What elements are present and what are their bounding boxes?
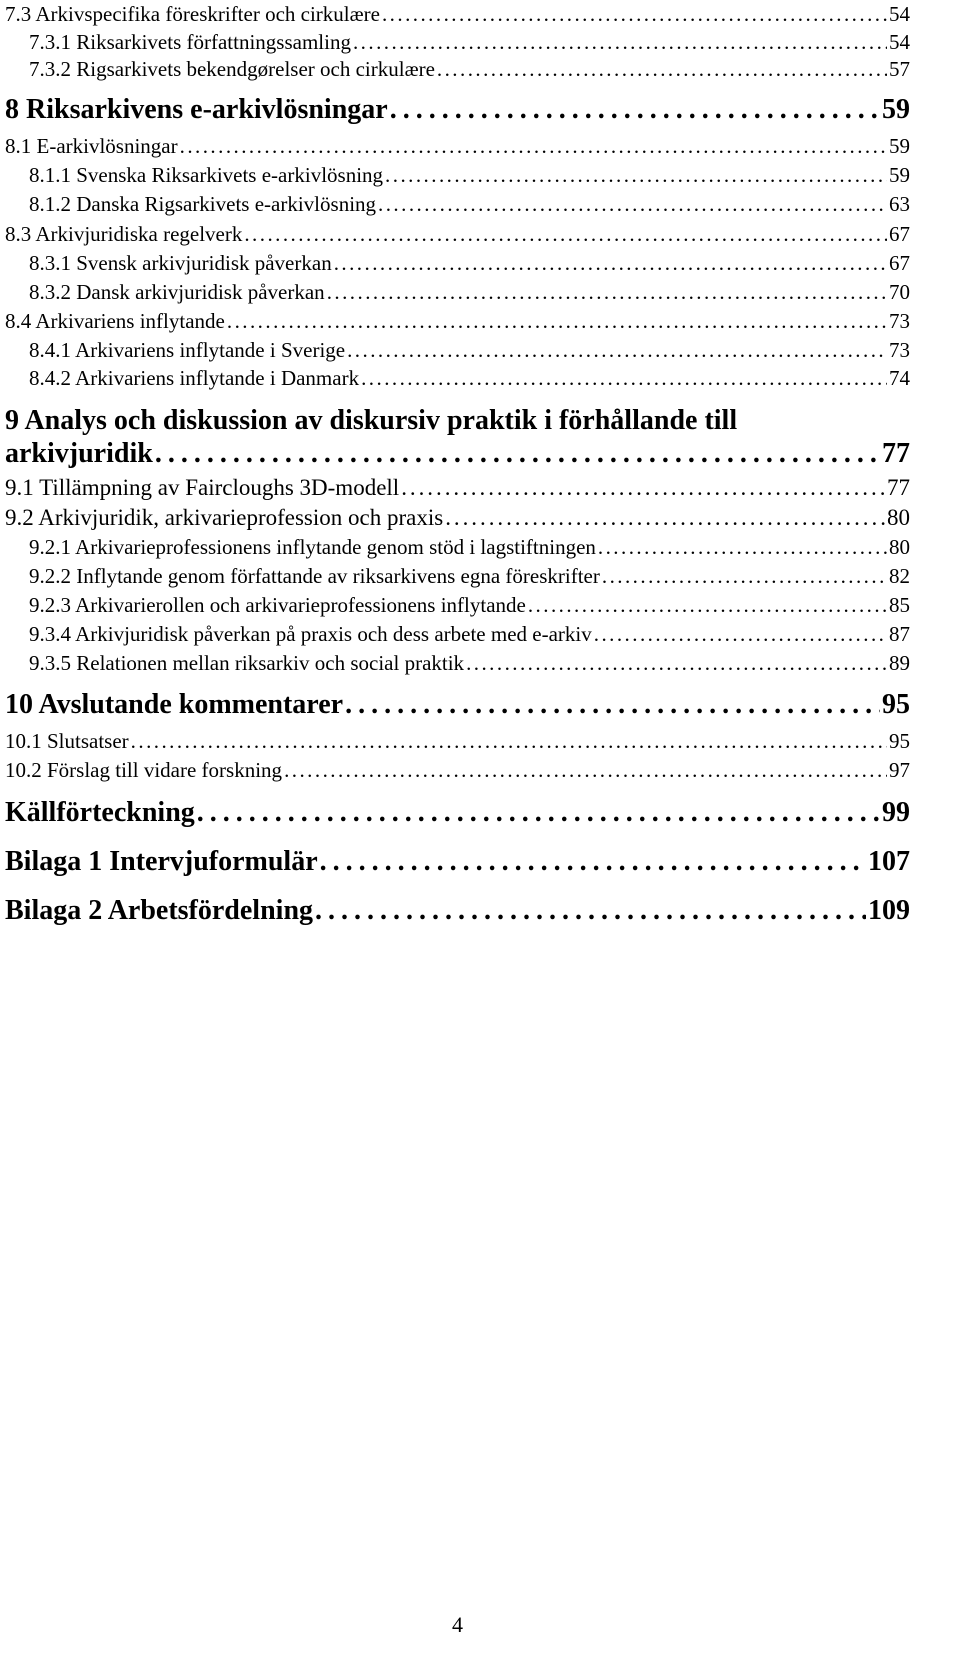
toc-page-number: 95: [889, 729, 910, 753]
toc-entry[interactable]: [5, 57, 910, 82]
dot-leader: [244, 222, 887, 247]
toc-entry-label: Källförteckning: [5, 797, 195, 828]
dot-leader: [598, 535, 887, 560]
toc-entry[interactable]: [5, 505, 910, 531]
dot-leader: [382, 2, 887, 27]
toc-entry[interactable]: [5, 309, 910, 334]
toc-page-number: 80: [887, 505, 910, 530]
toc-page-number: 80: [889, 535, 910, 559]
toc-entry[interactable]: [5, 475, 910, 501]
toc-entry[interactable]: [5, 2, 910, 27]
toc-page-number: 89: [889, 651, 910, 675]
toc-entry[interactable]: [5, 134, 910, 159]
toc-entry[interactable]: [5, 192, 910, 217]
toc-entry[interactable]: [5, 622, 910, 647]
toc-page-number: 95: [882, 689, 910, 720]
toc-page-number: 99: [882, 797, 910, 828]
dot-leader: [197, 797, 880, 829]
toc-entry-label: 7.3.2 Rigsarkivets bekendgørelser och cirkulære: [29, 57, 435, 81]
toc-page-number: 87: [889, 622, 910, 646]
toc-page-number: 54: [889, 30, 910, 54]
toc-entry-label: arkivjuridik: [5, 438, 153, 469]
toc-page-number: 107: [868, 846, 910, 877]
toc-entry[interactable]: [5, 30, 910, 55]
toc-entry-label: 10.1 Slutsatser: [5, 729, 129, 753]
toc-entry[interactable]: [5, 729, 910, 754]
dot-leader: [390, 94, 880, 126]
dot-leader: [345, 689, 880, 721]
toc-entry-label: 8.3.2 Dansk arkivjuridisk påverkan: [29, 280, 325, 304]
toc-entry-label: 7.3.1 Riksarkivets författningssamling: [29, 30, 351, 54]
toc-page-number: 57: [889, 57, 910, 81]
toc-entry-label: 8.1.1 Svenska Riksarkivets e-arkivlösning: [29, 163, 384, 187]
dot-leader: [437, 57, 887, 82]
toc-entry-label: 8.1.2 Danska Rigsarkivets e-arkivlösning: [29, 192, 377, 216]
toc-page-number: 97: [889, 758, 910, 782]
dot-leader: [320, 846, 866, 878]
toc-entry-label: 9.1 Tillämpning av Faircloughs 3D-modell: [5, 475, 400, 500]
toc-entry-label: 9.2.1 Arkivarieprofessionens inflytande genom stöd i lagstiftningen: [29, 535, 596, 559]
dot-leader: [353, 30, 887, 55]
toc-chapter-entry[interactable]: [5, 797, 910, 829]
dot-leader: [334, 251, 887, 276]
toc-entry-label: 8.4 Arkivariens inflytande: [5, 309, 225, 333]
dot-leader: [284, 758, 887, 783]
toc-page-number: 67: [889, 222, 910, 246]
toc-entry-label: Bilaga 2 Arbetsfördelning: [5, 895, 314, 926]
dot-leader: [227, 309, 887, 334]
toc-entry[interactable]: [5, 163, 910, 188]
toc-entry-label: 9.2 Arkivjuridik, arkivarieprofession och praxis: [5, 505, 444, 530]
toc-entry-label: 9.3.4 Arkivjuridisk påverkan på praxis och dess arbete med e-arkiv: [29, 622, 592, 646]
toc-entry-label: 7.3 Arkivspecifika föreskrifter och cirkulære: [5, 2, 380, 26]
toc-page-number: 67: [889, 251, 910, 275]
toc-page-number: 59: [889, 134, 910, 158]
toc-page-number: 59: [882, 94, 910, 125]
toc-entry-label: 10.2 Förslag till vidare forskning: [5, 758, 283, 782]
dot-leader: [378, 192, 887, 217]
toc-entry[interactable]: [5, 280, 910, 305]
toc-entry[interactable]: [5, 758, 910, 783]
toc-chapter-entry[interactable]: [5, 438, 910, 470]
toc-entry-label: 9.2.2 Inflytande genom författande av riksarkivens egna föreskrifter: [29, 564, 600, 588]
toc-entry[interactable]: [5, 251, 910, 276]
dot-leader: [385, 163, 887, 188]
toc-entry-label: 8.3.1 Svensk arkivjuridisk påverkan: [29, 251, 332, 275]
toc-entry[interactable]: [5, 535, 910, 560]
toc-entry[interactable]: [5, 222, 910, 247]
toc-page-number: 59: [889, 163, 910, 187]
toc-entry-label: 8.3 Arkivjuridiska regelverk: [5, 222, 243, 246]
page-number-footer: 4: [452, 1612, 463, 1637]
toc-entry-label: 8.4.2 Arkivariens inflytande i Danmark: [29, 366, 360, 390]
toc-entry[interactable]: [5, 651, 910, 676]
toc-entry-label: 8.4.1 Arkivariens inflytande i Sverige: [29, 338, 346, 362]
toc-page-number: 54: [889, 2, 910, 26]
toc-entry-label: 8.1 E-arkivlösningar: [5, 134, 178, 158]
dot-leader: [180, 134, 887, 159]
toc-page-number: 70: [889, 280, 910, 304]
dot-leader: [594, 622, 887, 647]
toc-page-number: 85: [889, 593, 910, 617]
dot-leader: [602, 564, 887, 589]
dot-leader: [347, 338, 887, 363]
toc-page-number: 63: [889, 192, 910, 216]
toc-entry-label: 8 Riksarkivens e-arkivlösningar: [5, 94, 388, 125]
toc-page-number: 82: [889, 564, 910, 588]
dot-leader: [401, 475, 885, 501]
dot-leader: [445, 505, 885, 531]
toc-page-number: 77: [882, 438, 910, 469]
toc-chapter-entry[interactable]: [5, 846, 910, 878]
dot-leader: [466, 651, 887, 676]
toc-page-number: 109: [868, 895, 910, 926]
toc-page-number: 77: [887, 475, 910, 500]
toc-entry[interactable]: [5, 338, 910, 363]
toc-entry-label: 9.2.3 Arkivarierollen och arkivarieprofessionens inflytande: [29, 593, 526, 617]
dot-leader: [327, 280, 887, 305]
toc-entry[interactable]: [5, 564, 910, 589]
dot-leader: [155, 438, 880, 470]
toc-page: [5, 0, 910, 1653]
toc-chapter-heading-line[interactable]: 9 Analys och diskussion av diskursiv praktik i förhållande till: [5, 405, 738, 436]
toc-page-number: 73: [889, 309, 910, 333]
toc-entry[interactable]: [5, 593, 910, 618]
dot-leader: [131, 729, 887, 754]
toc-chapter-entry[interactable]: [5, 895, 910, 927]
dot-leader: [315, 895, 866, 927]
toc-chapter-entry[interactable]: [5, 689, 910, 721]
toc-chapter-entry[interactable]: [5, 94, 910, 126]
toc-page-number: 73: [889, 338, 910, 362]
toc-entry-label: 9.3.5 Relationen mellan riksarkiv och social praktik: [29, 651, 465, 675]
toc-entry[interactable]: [5, 366, 910, 391]
dot-leader: [528, 593, 887, 618]
toc-entry-label: Bilaga 1 Intervjuformulär: [5, 846, 318, 877]
dot-leader: [361, 366, 887, 391]
toc-page-number: 74: [889, 366, 910, 390]
toc-entry-label: 10 Avslutande kommentarer: [5, 689, 344, 720]
